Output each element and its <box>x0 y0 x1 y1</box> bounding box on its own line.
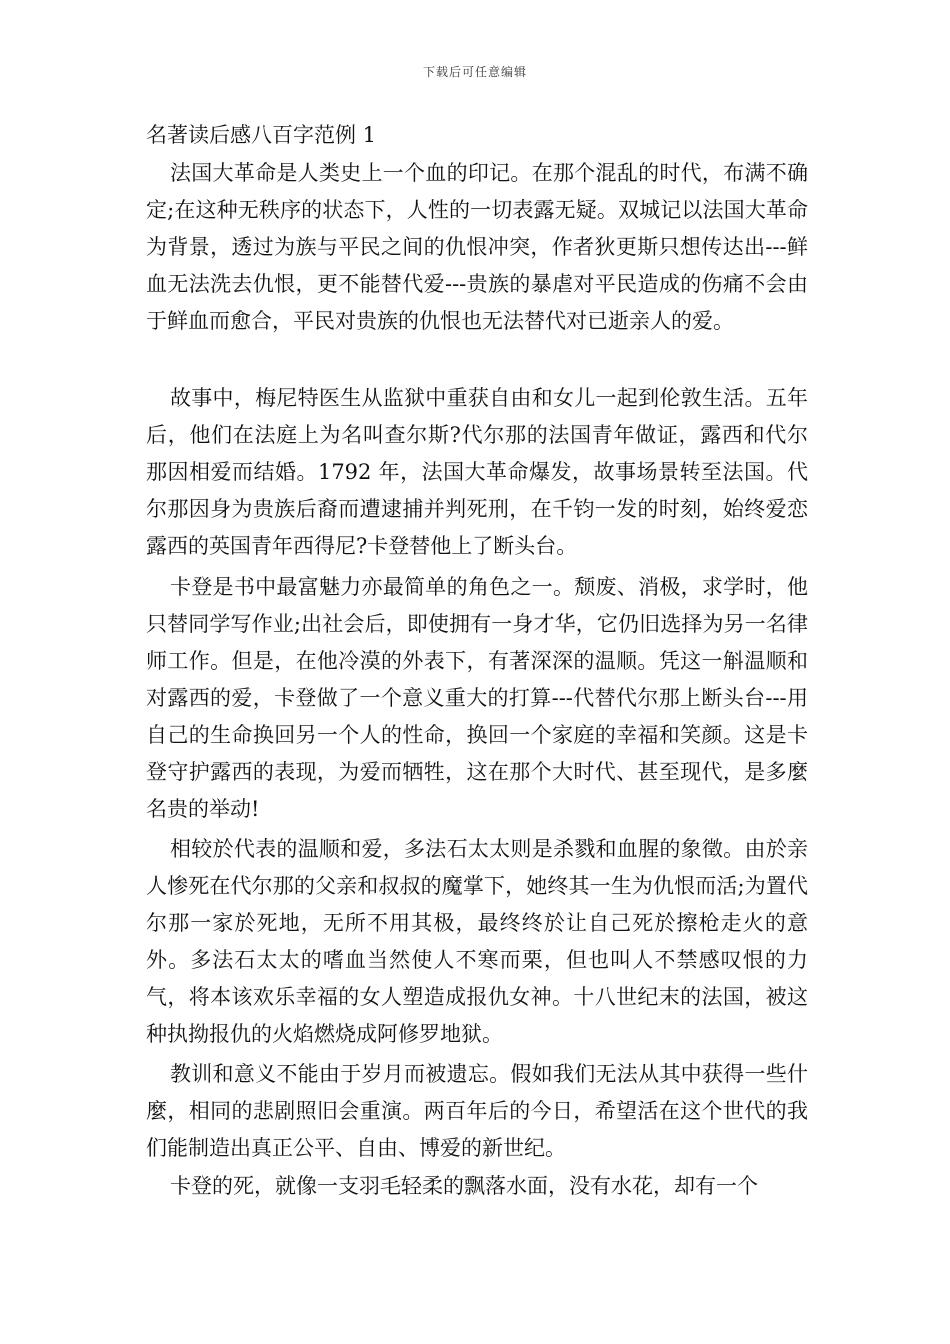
document-title: 名著读后感八百字范例 1 <box>146 123 377 147</box>
paragraph-1: 法国大革命是人类史上一个血的印记。在那个混乱的时代，布满不确定;在这种无秩序的状态下，人性的一切表露无疑。双城记以法国大革命为背景，透过为族与平民之间的仇恨冲突，作者狄更斯只想传达出---鲜血无法洗去仇恨，更不能替代爱---贵族的暴虐对平民造成的伤痛不会由于鲜血而愈合，平民对贵族的仇恨也无法替代对已逝亲人的爱。 <box>146 161 808 333</box>
paragraph-3: 卡登是书中最富魅力亦最简单的角色之一。颓废、消极，求学时，他只替同学写作业;出社会后，即使拥有一身才华，它仍旧选择为另一名律师工作。但是，在他冷漠的外表下，有著深深的温顺。凭这一斛温顺和对露西的爱，卡登做了一个意义重大的打算---代替代尔那上断头台---用自己的生命换回另一个人的性命，换回一个家庭的幸福和笑颜。这是卡登守护露西的表现，为爱而牺牲，这在那个大时代、甚至现代，是多麼名贵的举动! <box>146 575 808 821</box>
header-note: 下载后可任意编辑 <box>422 65 527 79</box>
paragraph-5: 教训和意义不能由于岁月而被遗忘。假如我们无法从其中获得一些什麼，相同的悲剧照旧会重演。两百年后的今日，希望活在这个世代的我们能制造出真正公平、自由、博爱的新世纪。 <box>146 1062 808 1160</box>
paragraph-4: 相较於代表的温顺和爱，多法石太太则是杀戮和血腥的象徵。由於亲人惨死在代尔那的父亲和叔叔的魔掌下，她终其一生为仇恨而活;为置代尔那一家於死地，无所不用其极，最终终於让自己死於擦枪走火的意外。多法石太太的嗜血当然使人不寒而栗，但也叫人不禁感叹恨的力气，将本该欢乐幸福的女人塑造成报仇女神。十八世纪末的法国，被这种执拗报仇的火焰燃烧成阿修罗地狱。 <box>146 837 808 1046</box>
paragraph-6: 卡登的死，就像一支羽毛轻柔的飘落水面，没有水花，却有一个 <box>170 1174 758 1198</box>
paragraph-2: 故事中，梅尼特医生从监狱中重获自由和女儿一起到伦敦生活。五年后，他们在法庭上为名叫查尔斯?代尔那的法国青年做证，露西和代尔那因相爱而结婚。1792 年，法国大革命爆发，故事场景转至法国。代尔那因身为贵族后裔而遭逮捕并判死刑，在千钧一发的时刻，始终爱恋露西的英国青年西得尼?卡登替他上了断头台。 <box>146 386 808 558</box>
